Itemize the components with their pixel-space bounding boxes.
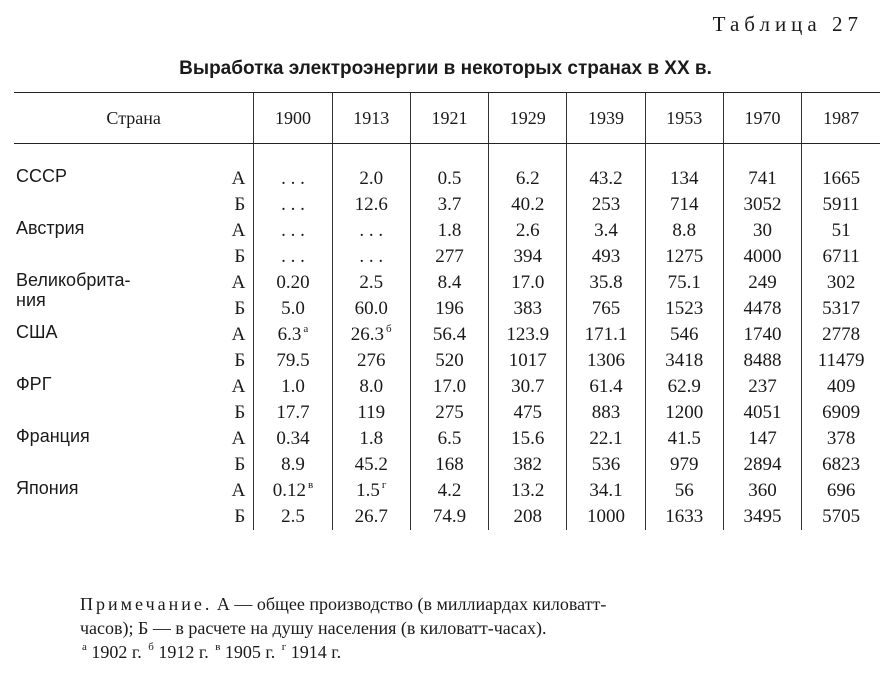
- note-line-1: А — общее производство (в миллиардах киловатт-: [212, 594, 607, 614]
- value-cell: [567, 192, 645, 218]
- row-type: А: [231, 168, 246, 189]
- value-cell: [645, 478, 723, 504]
- value-cell: [802, 426, 880, 452]
- value-cell: [489, 322, 567, 348]
- value-cell: [489, 400, 567, 426]
- cell-value: 4.2: [437, 480, 462, 501]
- value-cell: [332, 296, 410, 322]
- cell-value: 62.9: [667, 376, 701, 397]
- cell-value: 1.0: [281, 376, 305, 397]
- value-cell: [645, 192, 723, 218]
- header-year: 1900: [254, 93, 332, 144]
- cell-value: 3.7: [437, 194, 462, 215]
- cell-value: . . .: [359, 220, 384, 241]
- cell-value: 1275: [665, 246, 704, 267]
- table-row: [14, 478, 880, 504]
- value-cell: [254, 296, 332, 322]
- cell-value: 8.9: [281, 454, 305, 475]
- value-cell: [410, 426, 488, 452]
- cell-value: 26.3: [350, 324, 385, 345]
- table-row: [14, 218, 880, 244]
- value-cell: [254, 374, 332, 400]
- cell-value: 883: [591, 402, 621, 423]
- value-cell: [802, 192, 880, 218]
- footnote-text: 1905 г.: [224, 642, 276, 662]
- cell-value: 276: [356, 350, 386, 371]
- cell-value: 6823: [822, 454, 861, 475]
- row-type: А: [231, 428, 246, 449]
- note-label: Примечание.: [80, 594, 213, 614]
- cell-value: 79.5: [276, 350, 310, 371]
- cell-value: 378: [826, 428, 856, 449]
- cell-value: 520: [435, 350, 464, 371]
- cell-value: 168: [435, 454, 464, 475]
- cell-value: 208: [513, 506, 542, 527]
- value-cell: [332, 400, 410, 426]
- value-cell: [332, 192, 410, 218]
- cell-value: 546: [670, 324, 699, 345]
- value-cell: [410, 244, 488, 270]
- cell-value: 8.8: [672, 220, 697, 241]
- value-cell: [802, 400, 880, 426]
- value-cell: [567, 270, 645, 296]
- header-year: 1929: [489, 93, 567, 144]
- value-cell: [723, 348, 801, 374]
- value-cell: [567, 400, 645, 426]
- value-cell: [254, 348, 332, 374]
- table-row: [14, 426, 880, 452]
- cell-value: 196: [435, 298, 464, 319]
- header-year: 1953: [645, 93, 723, 144]
- value-cell: [410, 374, 488, 400]
- cell-value: 6711: [822, 246, 860, 267]
- cell-value: 5317: [822, 298, 861, 319]
- cell-value: 147: [748, 428, 777, 449]
- cell-value: . . .: [281, 168, 305, 189]
- value-cell: [567, 244, 645, 270]
- value-cell: [802, 296, 880, 322]
- value-cell: [254, 270, 332, 296]
- cell-value: 2.6: [515, 220, 540, 241]
- value-cell: [332, 452, 410, 478]
- value-cell: [567, 322, 645, 348]
- cell-value: 249: [748, 272, 777, 293]
- value-cell: [645, 348, 723, 374]
- cell-value: 277: [435, 246, 464, 267]
- cell-value: 1.5: [356, 480, 380, 501]
- value-cell: [802, 504, 880, 530]
- value-cell: [723, 218, 801, 244]
- value-cell: [567, 166, 645, 192]
- header-row: [14, 93, 880, 144]
- value-cell: [410, 166, 488, 192]
- cell-value: 360: [748, 480, 777, 501]
- footnote-ref: в: [307, 479, 314, 491]
- value-cell: [410, 296, 488, 322]
- value-cell: [332, 244, 410, 270]
- value-cell: [410, 348, 488, 374]
- cell-value: 5.0: [281, 298, 305, 319]
- cell-value: 12.6: [354, 194, 388, 215]
- cell-value: 383: [513, 298, 542, 319]
- cell-value: 43.2: [589, 168, 623, 189]
- cell-value: 61.4: [589, 376, 623, 397]
- table-row: [14, 374, 880, 400]
- note-line-2: часов); Б — в расчете на душу населения (в киловатт-часах).: [80, 618, 547, 638]
- value-cell: [332, 348, 410, 374]
- cell-value: 45.2: [354, 454, 388, 475]
- row-type: Б: [234, 506, 246, 527]
- cell-value: 8.4: [437, 272, 462, 293]
- cell-value: 1633: [665, 506, 704, 527]
- cell-value: 1665: [822, 168, 861, 189]
- value-cell: [645, 374, 723, 400]
- header-year: 1913: [332, 93, 410, 144]
- value-cell: [723, 244, 801, 270]
- value-cell: [723, 166, 801, 192]
- cell-value: 1017: [508, 350, 547, 371]
- value-cell: [567, 218, 645, 244]
- value-cell: [723, 504, 801, 530]
- cell-value: 2.0: [359, 168, 384, 189]
- value-cell: [410, 192, 488, 218]
- value-cell: [723, 296, 801, 322]
- cell-value: 979: [670, 454, 699, 475]
- value-cell: [254, 218, 332, 244]
- value-cell: [332, 166, 410, 192]
- value-cell: [254, 244, 332, 270]
- footnote-mark: в: [215, 641, 221, 653]
- value-cell: [332, 270, 410, 296]
- cell-value: 475: [513, 402, 542, 423]
- row-type: Б: [234, 402, 246, 423]
- cell-value: 6909: [822, 402, 861, 423]
- value-cell: [410, 478, 488, 504]
- table-note: [80, 592, 871, 664]
- cell-value: 253: [591, 194, 621, 215]
- table-title: Выработка электроэнергии в некоторых странах в XX в.: [179, 58, 712, 79]
- value-cell: [723, 452, 801, 478]
- cell-value: 40.2: [511, 194, 545, 215]
- cell-value: 74.9: [432, 506, 467, 527]
- value-cell: [332, 322, 410, 348]
- value-cell: [723, 270, 801, 296]
- row-type: Б: [234, 298, 246, 319]
- cell-value: 5705: [822, 506, 861, 527]
- cell-value: 3495: [743, 506, 782, 527]
- footnote-mark: б: [148, 641, 154, 653]
- value-cell: [802, 218, 880, 244]
- value-cell: [254, 504, 332, 530]
- cell-value: 2.5: [359, 272, 384, 293]
- value-cell: [489, 504, 567, 530]
- value-cell: [567, 348, 645, 374]
- footnote-ref: г: [381, 479, 387, 491]
- value-cell: [332, 426, 410, 452]
- value-cell: [489, 426, 567, 452]
- footnote-mark: а: [82, 641, 87, 653]
- cell-value: 536: [591, 454, 621, 475]
- cell-value: 1306: [587, 350, 625, 371]
- cell-value: 5911: [822, 194, 860, 215]
- value-cell: [410, 218, 488, 244]
- footnotes: [80, 640, 871, 664]
- cell-value: 302: [826, 272, 856, 293]
- cell-value: 171.1: [584, 324, 628, 345]
- row-type: Б: [234, 194, 246, 215]
- country-name: Япония: [16, 478, 79, 498]
- row-type: А: [231, 376, 246, 397]
- footnote-ref: б: [386, 323, 392, 335]
- value-cell: [254, 192, 332, 218]
- value-cell: [489, 452, 567, 478]
- header-year: 1939: [567, 93, 645, 144]
- cell-value: 2.5: [281, 506, 305, 527]
- value-cell: [723, 400, 801, 426]
- value-cell: [802, 374, 880, 400]
- value-cell: [254, 426, 332, 452]
- value-cell: [489, 270, 567, 296]
- row-type: Б: [234, 246, 246, 267]
- header-year: 1921: [410, 93, 488, 144]
- row-type: Б: [234, 454, 246, 475]
- cell-value: 15.6: [511, 428, 545, 449]
- value-cell: [567, 374, 645, 400]
- value-cell: [567, 426, 645, 452]
- value-cell: [254, 166, 332, 192]
- cell-value: 17.0: [432, 376, 467, 397]
- value-cell: [567, 504, 645, 530]
- cell-value: 30: [753, 220, 773, 241]
- cell-value: 741: [748, 168, 777, 189]
- cell-value: 1740: [743, 324, 782, 345]
- value-cell: [645, 270, 723, 296]
- value-cell: [567, 452, 645, 478]
- value-cell: [489, 192, 567, 218]
- cell-value: 493: [591, 246, 621, 267]
- value-cell: [645, 218, 723, 244]
- table-row: [14, 322, 880, 348]
- value-cell: [645, 244, 723, 270]
- cell-value: 6.3: [277, 324, 302, 345]
- value-cell: [332, 374, 410, 400]
- cell-value: 696: [826, 480, 856, 501]
- country-name: Австрия: [16, 218, 85, 238]
- value-cell: [645, 166, 723, 192]
- cell-value: . . .: [281, 220, 305, 241]
- cell-value: 0.34: [276, 428, 310, 449]
- table-row: [14, 166, 880, 192]
- country-name: США: [16, 322, 58, 342]
- row-type: А: [231, 220, 246, 241]
- value-cell: [410, 322, 488, 348]
- row-type: А: [231, 272, 246, 293]
- cell-value: 56.4: [432, 324, 467, 345]
- cell-value: 17.7: [276, 402, 310, 423]
- cell-value: 714: [670, 194, 699, 215]
- cell-value: 26.7: [354, 506, 388, 527]
- table-body: [14, 144, 880, 531]
- value-cell: [567, 478, 645, 504]
- cell-value: 51: [831, 220, 851, 241]
- cell-value: 1000: [587, 506, 625, 527]
- footnote-text: 1902 г.: [91, 642, 142, 662]
- cell-value: . . .: [281, 246, 305, 267]
- value-cell: [645, 322, 723, 348]
- value-cell: [802, 322, 880, 348]
- cell-value: 30.7: [511, 376, 545, 397]
- cell-value: 765: [591, 298, 621, 319]
- value-cell: [645, 504, 723, 530]
- value-cell: [489, 296, 567, 322]
- cell-value: 11479: [817, 350, 865, 371]
- value-cell: [332, 504, 410, 530]
- value-cell: [645, 426, 723, 452]
- value-cell: [489, 374, 567, 400]
- cell-value: . . .: [281, 194, 305, 215]
- cell-value: 22.1: [589, 428, 623, 449]
- cell-value: 8.0: [359, 376, 384, 397]
- cell-value: 56: [674, 480, 694, 501]
- cell-value: 134: [670, 168, 699, 189]
- value-cell: [332, 478, 410, 504]
- table-row: [14, 270, 880, 296]
- cell-value: 237: [748, 376, 777, 397]
- cell-value: . . .: [359, 246, 384, 267]
- cell-value: 2894: [743, 454, 782, 475]
- row-type: А: [231, 324, 246, 345]
- footnote-mark: г: [281, 641, 287, 653]
- value-cell: [802, 348, 880, 374]
- cell-value: 119: [357, 402, 386, 423]
- value-cell: [723, 322, 801, 348]
- cell-value: 13.2: [511, 480, 545, 501]
- value-cell: [645, 400, 723, 426]
- header-year: 1987: [802, 93, 880, 144]
- value-cell: [410, 504, 488, 530]
- cell-value: 1.8: [359, 428, 384, 449]
- cell-value: 41.5: [667, 428, 701, 449]
- cell-value: 35.8: [589, 272, 623, 293]
- value-cell: [254, 452, 332, 478]
- cell-value: 275: [435, 402, 464, 423]
- value-cell: [802, 270, 880, 296]
- cell-value: 1523: [665, 298, 704, 319]
- cell-value: 4051: [743, 402, 782, 423]
- cell-value: 2778: [822, 324, 861, 345]
- country-name: СССР: [16, 166, 68, 186]
- cell-value: 75.1: [667, 272, 701, 293]
- cell-value: 4000: [743, 246, 782, 267]
- value-cell: [254, 400, 332, 426]
- value-cell: [410, 270, 488, 296]
- footnote-ref: а: [303, 323, 309, 335]
- cell-value: 6.2: [515, 168, 540, 189]
- header-year: 1970: [723, 93, 801, 144]
- cell-value: 1.8: [437, 220, 462, 241]
- value-cell: [489, 478, 567, 504]
- value-cell: [410, 400, 488, 426]
- cell-value: 17.0: [511, 272, 545, 293]
- footnote-text: 1914 г.: [290, 642, 342, 662]
- cell-value: 3418: [665, 350, 704, 371]
- cell-value: 34.1: [589, 480, 623, 501]
- cell-value: 0.12: [272, 480, 306, 501]
- cell-value: 0.20: [276, 272, 310, 293]
- value-cell: [489, 218, 567, 244]
- row-type: Б: [234, 350, 246, 371]
- value-cell: [802, 478, 880, 504]
- value-cell: [802, 244, 880, 270]
- cell-value: 8488: [743, 350, 782, 371]
- value-cell: [645, 296, 723, 322]
- value-cell: [645, 452, 723, 478]
- value-cell: [489, 166, 567, 192]
- value-cell: [723, 478, 801, 504]
- cell-value: 3052: [743, 194, 782, 215]
- value-cell: [410, 452, 488, 478]
- table-number: Таблица 27: [712, 12, 863, 36]
- row-type: А: [231, 480, 246, 501]
- cell-value: 409: [826, 376, 856, 397]
- cell-value: 6.5: [437, 428, 462, 449]
- country-name: ФРГ: [16, 374, 52, 394]
- country-name: Великобрита- ния: [16, 270, 131, 310]
- country-name: Франция: [16, 426, 90, 446]
- value-cell: [802, 166, 880, 192]
- electricity-table: [14, 92, 880, 530]
- header-country: Страна: [14, 93, 254, 144]
- cell-value: 382: [513, 454, 542, 475]
- cell-value: 0.5: [437, 168, 462, 189]
- value-cell: [489, 244, 567, 270]
- cell-value: 394: [513, 246, 542, 267]
- value-cell: [723, 426, 801, 452]
- value-cell: [489, 348, 567, 374]
- value-cell: [802, 452, 880, 478]
- cell-value: 4478: [743, 298, 782, 319]
- value-cell: [723, 192, 801, 218]
- value-cell: [254, 322, 332, 348]
- cell-value: 60.0: [354, 298, 388, 319]
- footnote-text: 1912 г.: [158, 642, 209, 662]
- value-cell: [723, 374, 801, 400]
- cell-value: 1200: [665, 402, 704, 423]
- value-cell: [254, 478, 332, 504]
- cell-value: 3.4: [594, 220, 618, 241]
- cell-value: 123.9: [506, 324, 550, 345]
- value-cell: [332, 218, 410, 244]
- value-cell: [567, 296, 645, 322]
